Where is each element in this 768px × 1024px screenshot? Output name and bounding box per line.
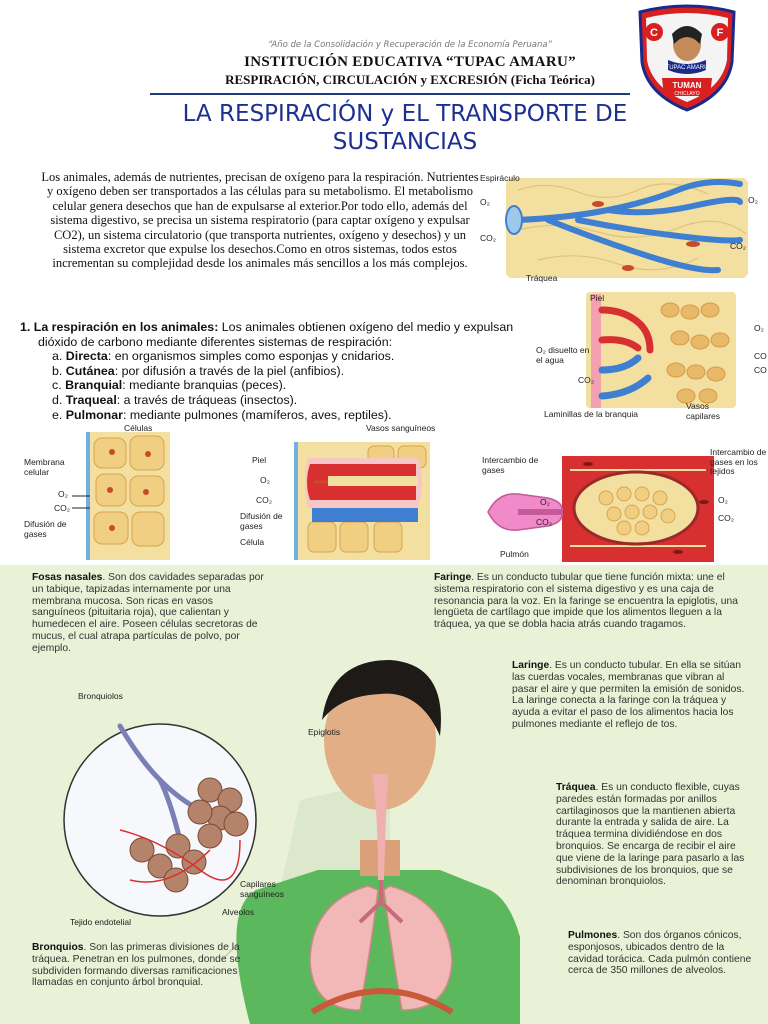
label-o2: O₂ — [540, 497, 550, 507]
list-item-term: Traqueal — [65, 392, 117, 407]
label-skin: Piel — [590, 293, 605, 303]
direct-respiration-figure — [20, 422, 170, 562]
label-o2: O₂ — [480, 197, 490, 207]
label-skin: Piel — [252, 455, 267, 465]
term-traquea: Tráquea — [556, 782, 596, 793]
crest-district: CHICLAYO — [674, 91, 700, 97]
label-lamellae: Laminillas de la branquia — [544, 409, 639, 419]
list-item: e. Pulmonar: mediante pulmones (mamíferos, aves, reptiles). — [52, 407, 392, 422]
label-epiglotis: Epiglotis — [308, 727, 341, 737]
list-item-term: Branquial — [65, 378, 123, 393]
bronquios-description: Bronquios. Son las primeras divisiones de la tráquea. Penetran en los pulmones, donde se subdividen formando diversas ramificaciones llamadas en conjunto árbol bronquial. — [32, 942, 241, 989]
crest-banner: TUPAC AMARU — [665, 65, 709, 71]
cutaneous-respiration-figure — [238, 422, 438, 562]
traquea-description: Tráquea. Es un conducto flexible, cuyas paredes están formadas por anillos cartilaginosos que la mantienen abierta durante la entrada y salida de aire. La tráquea termina dividiéndose en dos bronquios. Se encarga de recibir el aire que viene de la laringe para pasarlo a las subdivisiones de los bronquios, que se denominan bronquiolos. — [556, 782, 745, 888]
pulmones-description: Pulmones. Son dos órganos cónicos, esponjosos, ubicados dentro de la cavidad torácica. Cada pulmón contiene cerca de 350 millones de alveolos. — [568, 930, 752, 977]
intro-paragraph: Los animales, además de nutrientes, precisan de oxígeno para la respiración. Nutrientes y oxígeno deben ser transportados a las células para su metabolismo. El metabolismo celular genera desechos que han de expulsarse al exterior.Por todo ello, además del sistema digestivo, se precisa un sistema respiratorio (para captar oxígeno y expulsar CO2), un sistema circulatorio (que transporta nutrientes, oxígeno y desechos) y un sistema excretor que expulse los desechos.Como en otros sistemas, todos estos incrementan su complejidad desde los animales más sencillos a los más complejos. — [41, 170, 479, 271]
label-capilares: Capilares sanguíneos — [240, 879, 284, 899]
label-exchange: Intercambio de gases — [482, 455, 539, 475]
label-spiracle: Espiráculo — [480, 173, 520, 183]
section-text-b: dióxido de carbono mediante diferentes sistemas de respiración: — [38, 334, 393, 349]
fosas-nasales-description: Fosas nasales. Son dos cavidades separadas por un tabique, tapizadas internamente por una membrana mucosa. Son ricas en vasos sanguíneos (pituitaria roja), que calientan y humedecen el aire. Poseen células secretoras de mucus, el cual atrapa partículas de polvo, por ejemplo. — [32, 572, 264, 654]
term-laringe: Laringe — [512, 660, 550, 671]
label-capillaries: Vasos capilares — [686, 401, 721, 421]
label-o2: O₂ — [754, 323, 764, 333]
label-diffusion: Difusión de gases — [240, 511, 283, 531]
respiration-types-list — [20, 349, 530, 422]
label-bronquiolos: Bronquiolos — [78, 691, 123, 701]
school-name: INSTITUCIÓN EDUCATIVA “TUPAC AMARU” — [244, 54, 576, 70]
label-o2: O₂ — [58, 489, 68, 499]
label-co2: CO₂ — [536, 517, 553, 527]
label-o2-tissue: O₂ — [718, 495, 728, 505]
term-pulmones: Pulmones — [568, 930, 618, 941]
pulmonary-respiration-figure — [478, 442, 768, 564]
label-co2: CO₂ — [54, 503, 71, 513]
label-co2: CO₂ — [578, 375, 595, 385]
label-co-2: CO — [754, 365, 767, 375]
motto: “Año de la Consolidación y Recuperación de la Economía Peruana” — [268, 40, 552, 50]
page-title: LA RESPIRACIÓN y EL TRANSPORTE DE SUSTANCIAS — [182, 101, 628, 155]
label-co2: CO₂ — [256, 495, 273, 505]
crest-letter-left: C — [650, 27, 658, 39]
crest-letter-right: F — [716, 27, 724, 39]
label-o2-right: O₂ — [748, 195, 758, 205]
label-co-1: CO — [754, 351, 767, 361]
gill-respiration-figure — [530, 290, 768, 430]
section-lead — [20, 320, 530, 335]
header-rule — [150, 93, 630, 95]
label-cell: Célula — [240, 537, 265, 547]
label-co2-tissue: CO₂ — [718, 513, 735, 523]
label-alveolos: Alveolos — [222, 907, 255, 917]
label-cells: Células — [124, 423, 153, 433]
label-trachea: Tráquea — [526, 273, 558, 283]
label-o2-dissolved: O₂ disuelto en el agua — [536, 345, 590, 365]
respiration-section — [20, 320, 530, 422]
label-co2-right: CO₂ — [730, 241, 747, 251]
label-lung: Pulmón — [500, 549, 529, 559]
term-faringe: Faringe — [434, 572, 472, 583]
term-bronquios: Bronquios — [32, 942, 84, 953]
label-vessels: Vasos sanguíneos — [366, 423, 436, 433]
label-diffusion: Difusión de gases — [24, 519, 67, 539]
list-item-term: Directa — [65, 349, 108, 364]
list-item-term: Cutánea — [65, 363, 115, 378]
label-membrane: Membrana celular — [24, 457, 65, 477]
crest-city: TUMAN — [672, 81, 702, 90]
list-item: c. Branquial: mediante branquias (peces). — [52, 378, 287, 393]
list-item-term: Pulmonar — [65, 407, 123, 422]
label-o2: O₂ — [260, 475, 270, 485]
term-fosas: Fosas nasales — [32, 572, 103, 583]
list-item: b. Cutánea: por difusión a través de la piel (anfibios). — [52, 363, 345, 378]
section-heading: 1. La respiración en los animales: — [20, 320, 219, 334]
sheet-subtitle: RESPIRACIÓN, CIRCULACIÓN y EXCRESIÓN (Ficha Teórica) — [225, 72, 595, 87]
section-text-a: Los animales obtienen oxígeno del medio y expulsan — [218, 320, 514, 334]
tracheal-respiration-figure — [478, 170, 768, 288]
list-item: a. Directa: en organismos simples como esponjas y cnidarios. — [52, 349, 395, 364]
label-tejido: Tejido endotelial — [70, 917, 131, 927]
faringe-description: Faringe. Es un conducto tubular que tiene función mixta: une el sistema respiratorio con el sistema digestivo y es una caja de resonancia para la voz. En la faringe se encuentra la epiglotis, una lengüeta de cartílago que impide que los alimentos lleguen a la tráquea, ya que se dobla hacia atrás cuando tragamos. — [434, 572, 738, 631]
school-crest — [632, 4, 742, 112]
label-tissue-exchange: Intercambio de gases en los tejidos — [710, 447, 767, 476]
label-co2: CO₂ — [480, 233, 497, 243]
list-item: d. Traqueal: a través de tráqueas (insectos). — [52, 392, 298, 407]
laringe-description: Laringe. Es un conducto tubular. En ella se sitúan las cuerdas vocales, membranas que vibran al pasar el aire y que permiten la emisión de sonidos. La laringe conecta a la faringe con la tráquea y ayuda a evitar el paso de los alimentos hacia los pulmones mediante el reflejo de tos. — [512, 660, 745, 730]
